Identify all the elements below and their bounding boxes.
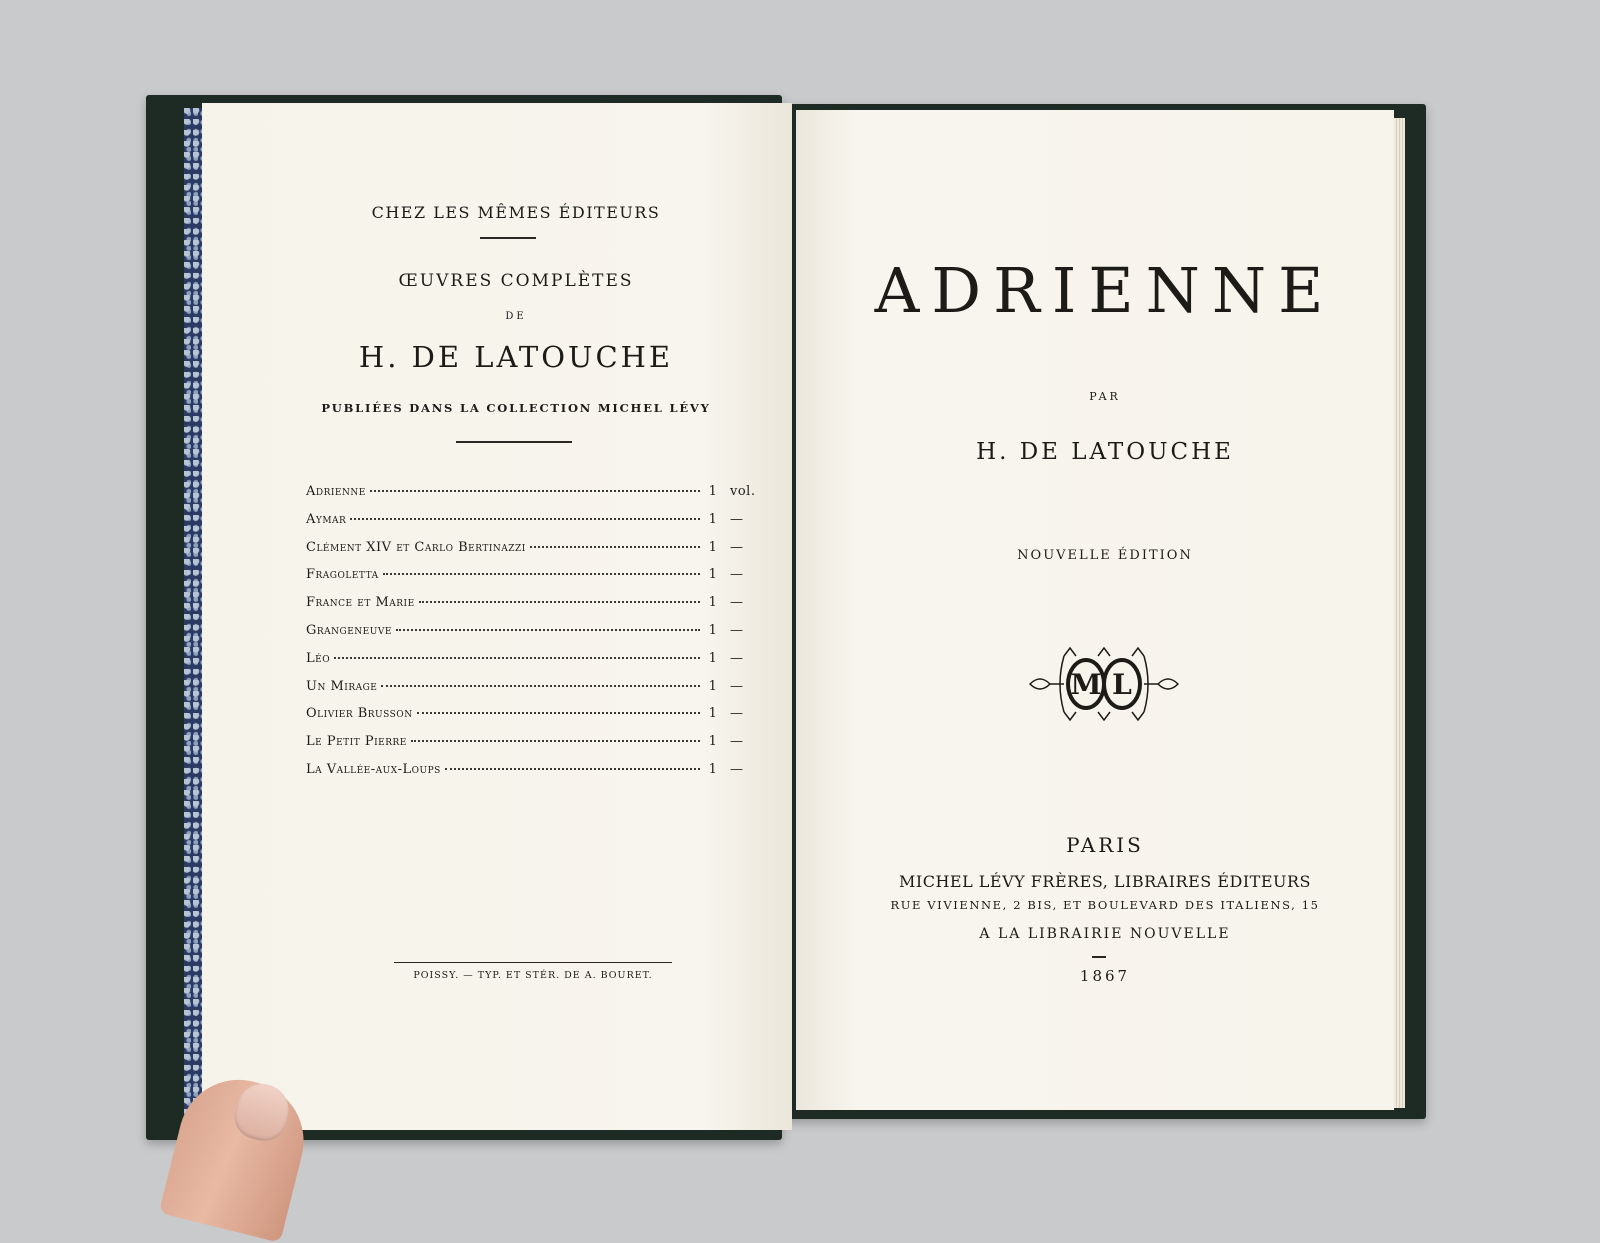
city: PARIS [1066, 833, 1144, 857]
work-unit: — [730, 734, 744, 750]
leader-dots [383, 573, 700, 575]
work-title: Olivier Brusson [306, 706, 413, 722]
work-entry [306, 679, 764, 707]
work-entry [306, 734, 764, 762]
work-volumes: 1 [708, 484, 718, 499]
leader-dots [396, 629, 700, 631]
work-title: Léo [306, 650, 331, 666]
work-title: France et Marie [306, 595, 415, 611]
work-entry [306, 567, 764, 595]
work-volumes: 1 [708, 567, 718, 583]
work-entry [306, 623, 764, 651]
work-volumes: 1 [708, 511, 718, 527]
edition-label: NOUVELLE ÉDITION [1017, 548, 1193, 563]
work-volumes: 1 [708, 706, 718, 722]
collection-rule [456, 441, 572, 443]
publication-year: 1867 [1079, 967, 1131, 985]
work-title: Adrienne [306, 484, 366, 499]
leader-dots [370, 490, 700, 492]
works-list [306, 484, 764, 790]
publisher-address: RUE VIVIENNE, 2 BIS, ET BOULEVARD DES ITALIENS, 15 [890, 898, 1320, 912]
work-title: Un Mirage [306, 678, 378, 694]
work-unit: — [730, 678, 744, 694]
work-entry [306, 651, 764, 679]
marbled-endpaper [184, 108, 202, 1118]
header-rule [480, 237, 536, 239]
work-title: La Vallée-aux-Loups [306, 761, 441, 777]
printer-rule [394, 962, 672, 963]
work-entry [306, 484, 764, 512]
emblem-letter-m: M [1070, 668, 1102, 701]
work-unit: — [730, 567, 744, 583]
work-unit: — [730, 622, 744, 638]
leader-dots [419, 601, 700, 603]
book-title: ADRIENNE [874, 254, 1336, 327]
work-entry [306, 595, 764, 623]
work-unit: — [730, 595, 744, 611]
leader-dots [417, 712, 700, 714]
left-page-author: H. DE LATOUCHE [358, 340, 674, 374]
printer-imprint: POISSY. — TYP. ET STÉR. DE A. BOURET. [413, 970, 653, 981]
leader-dots [530, 546, 700, 548]
right-page-author: H. DE LATOUCHE [976, 439, 1234, 465]
work-volumes: 1 [708, 595, 718, 611]
emblem-letter-l: L [1112, 668, 1132, 701]
leader-dots [381, 685, 700, 687]
leader-dots [445, 768, 700, 770]
work-unit: vol. [730, 484, 756, 499]
librairie-line: A LA LIBRAIRIE NOUVELLE [979, 926, 1231, 942]
work-volumes: 1 [708, 650, 718, 666]
work-entry [306, 706, 764, 734]
work-title: Aymar [306, 511, 347, 527]
publisher-name: MICHEL LÉVY FRÈRES, LIBRAIRES ÉDITEURS [899, 872, 1311, 891]
work-title: Le Petit Pierre [306, 734, 407, 750]
work-unit: — [730, 539, 744, 555]
work-unit: — [730, 706, 744, 722]
work-unit: — [730, 761, 744, 777]
work-entry [306, 762, 764, 790]
work-entry [306, 540, 764, 568]
work-entry [306, 512, 764, 540]
work-volumes: 1 [708, 539, 718, 555]
work-unit: — [730, 650, 744, 666]
work-volumes: 1 [708, 622, 718, 638]
collection-line: PUBLIÉES DANS LA COLLECTION MICHEL LÉVY [321, 401, 711, 415]
work-title: Fragoletta [306, 567, 379, 583]
work-volumes: 1 [708, 678, 718, 694]
year-rule [1092, 956, 1106, 958]
work-title: Grangeneuve [306, 622, 392, 638]
oeuvres-heading: ŒUVRES COMPLÈTES [398, 271, 634, 291]
work-unit: — [730, 511, 744, 527]
leader-dots [350, 518, 700, 520]
de-label: DE [505, 311, 527, 322]
leader-dots [411, 740, 700, 742]
work-title: Clément XIV et Carlo Bertinazzi [306, 539, 526, 555]
par-label: PAR [1089, 390, 1121, 403]
work-volumes: 1 [708, 761, 718, 777]
leader-dots [334, 657, 700, 659]
publisher-emblem-icon [1026, 644, 1182, 724]
left-page-header: CHEZ LES MÊMES ÉDITEURS [371, 203, 661, 222]
work-volumes: 1 [708, 734, 718, 750]
